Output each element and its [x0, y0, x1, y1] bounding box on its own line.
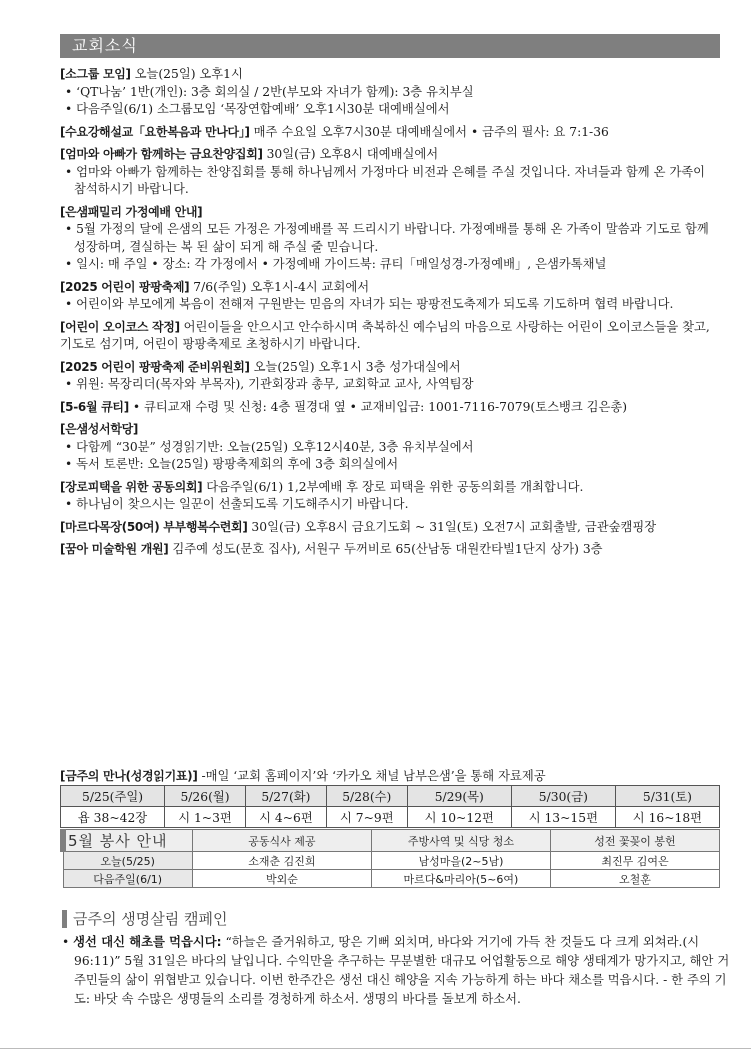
volunteer-column: 공동식사 제공 [192, 830, 371, 852]
news-item-text: 오늘(25일) 오후1시 [130, 67, 243, 81]
news-item-text: 어린이들을 안으시고 안수하시며 축복하신 예수님의 마음으로 사랑하는 어린이 오이코스들을 찾고, 기도로 섬기며, 어린이 팡팡축제로 초청하시기 바랍니다. [60, 319, 710, 351]
news-bullet: • 다함께 “30분” 성경읽기반: 오늘(25일) 오후12시40분, 3층 유치부실에서 [60, 439, 720, 457]
news-item-line [60, 519, 720, 537]
schedule-reading: 시 13~15편 [511, 807, 615, 828]
news-item-line [60, 319, 720, 354]
news-item-text: 30일(금) 오후8시 대예배실에서 [262, 147, 439, 161]
news-item-heading: [2025 어린이 팡팡축제] [60, 279, 190, 294]
schedule-reading: 시 1~3편 [165, 807, 246, 828]
news-item [60, 66, 720, 119]
news-item [60, 399, 720, 417]
volunteer-cell: 최진무 김여은 [550, 852, 719, 870]
news-bullet: • 하나님이 찾으시는 일꾼이 선출되도록 기도해주시기 바랍니다. [60, 496, 720, 514]
campaign-body: “하늘은 즐거워하고, 땅은 기뻐 외치며, 바다와 거기에 가득 찬 것들도 다 크게 외쳐라.(시 96:11)” 5월 31일은 바다의 날입니다. 수익만을 추구하는 무분별한 대규모 어업활동으로 해양 생태계가 망가지고, 해안 거주민들의 삶이 위협받고 있습니다. 이번 한주간은 생선 대신 해양을 지속 가능하게 하는 바다 채소를 먹읍시다. - 한 주의 기도: 바닷 속 수많은 생명들의 소리를 경청하게 하소서. 생명의 바다를 돌보게 하소서. [74, 935, 730, 1006]
volunteer-column: 성전 꽃꽂이 봉헌 [550, 830, 719, 852]
news-item-heading: [5-6월 큐티] [60, 399, 129, 414]
section-header: 교회소식 [60, 34, 720, 58]
news-item-line [60, 66, 720, 84]
footer-divider [0, 1048, 751, 1049]
schedule-day: 5/30(금) [511, 786, 615, 807]
schedule-day: 5/25(주일) [61, 786, 165, 807]
news-item-line [60, 279, 720, 297]
volunteer-title: 5월 봉사 안내 [63, 830, 192, 852]
news-bullet: • 독서 토론반: 오늘(25일) 팡팡축제회의 후에 3층 회의실에서 [60, 456, 720, 474]
volunteer-row-label: 오늘(5/25) [63, 852, 192, 870]
news-item-line [60, 399, 720, 417]
news-item-heading: [꿈아 미술학원 개원] [60, 542, 169, 556]
news-item-line [60, 421, 720, 439]
news-item-line [60, 479, 720, 497]
news-bullet: • 엄마와 아빠가 함께하는 찬양집회를 통해 하나님께서 가정마다 비전과 은혜를 주실 것입니다. 자녀들과 함께 온 가족이 참석하시기 바랍니다. [60, 164, 720, 199]
news-item-heading: [수요강해설교「요한복음과 만나다」] [60, 124, 250, 139]
news-item-text: • 큐티교재 수령 및 신청: 4층 필경대 옆 • 교재비입금: 1001-7116-7079(토스뱅크 김은총) [128, 399, 628, 414]
volunteer-cell: 소재춘 김진희 [192, 852, 371, 870]
news-item-text: 7/6(주일) 오후1시-4시 교회에서 [189, 279, 370, 294]
schedule-reading: 시 4~6편 [245, 807, 326, 828]
news-item-line [60, 359, 720, 377]
news-item-heading: [마르다목장(50여) 부부행복수련회] [60, 519, 248, 534]
schedule-day: 5/27(화) [245, 786, 326, 807]
campaign-title: 금주의 생명살림 캠페인 [62, 910, 227, 928]
schedule-day: 5/31(토) [615, 786, 719, 807]
schedule-title-rest: -매일 ‘교회 홈페이지’와 ‘카카오 채널 남부은샘’을 통해 자료제공 [197, 769, 546, 783]
volunteer-cell: 박외순 [192, 870, 371, 888]
campaign-text: • 생선 대신 해초를 먹읍시다: “하늘은 즐거워하고, 땅은 기뻐 외치며, 바다와 거기에 가득 찬 것들도 다 크게 외쳐라.(시 96:11)” 5월 31일은 바다의 날입니다. 수익만을 추구하는 무분별한 대규모 어업활동으로 해양 생태계가 망가지고, 해안 거주민들의 삶이 위협받고 있습니다. 이번 한주간은 생선 대신 해양을 지속 가능하게 하는 바다 채소를 먹읍시다. - 한 주의 기도: 바닷 속 수많은 생명들의 소리를 경청하게 하소서. 생명의 바다를 돌보게 하소서. [62, 935, 730, 1006]
news-item-heading: [엄마와 아빠가 함께하는 금요찬양집회] [60, 147, 263, 161]
volunteer-table [60, 829, 720, 888]
schedule-day: 5/28(수) [326, 786, 407, 807]
news-item-heading: [2025 어린이 팡팡축제 준비위원회] [60, 359, 250, 374]
volunteer-column: 주방사역 및 식당 청소 [371, 830, 550, 852]
news-bullet: • 위원: 목장리더(목자와 부목자), 기관회장과 총무, 교회학교 교사, 사역팀장 [60, 376, 720, 394]
news-item-heading: [소그룹 모임] [60, 67, 131, 81]
campaign-bold: 생선 대신 해초를 먹읍시다: [73, 935, 222, 949]
news-item-heading: [은샘성서학당] [60, 422, 139, 436]
news-item-heading: [은샘패밀리 가정예배 안내] [60, 204, 203, 219]
schedule-readings-row [61, 807, 720, 828]
news-item [60, 519, 720, 537]
schedule-reading: 욥 38~42장 [61, 807, 165, 828]
schedule-reading: 시 10~12편 [407, 807, 511, 828]
schedule-reading: 시 7~9편 [326, 807, 407, 828]
news-bullet: • ‘QT나눔’ 1반(개인): 3층 회의실 / 2반(부모와 자녀가 함께): 3층 유치부실 [60, 84, 720, 102]
news-bullet: • 어린이와 부모에게 복음이 전해져 구원받는 믿음의 자녀가 되는 팡팡전도축제가 되도록 기도하며 협력 바랍니다. [60, 296, 720, 314]
schedule-reading: 시 16~18편 [615, 807, 719, 828]
news-item-text: 김주예 성도(문호 집사), 서원구 두꺼비로 65(산남동 대원칸타빌1단지 상가) 3층 [168, 542, 603, 556]
news-item [60, 124, 720, 142]
news-list [60, 66, 720, 564]
schedule-title-bold: [금주의 만나(성경읽기표)] [60, 769, 198, 783]
news-item [60, 319, 720, 354]
volunteer-cell: 남성마을(2~5남) [371, 852, 550, 870]
news-item-heading: [어린이 오이코스 작정] [60, 319, 180, 334]
volunteer-row [63, 870, 720, 888]
news-bullet: • 5월 가정의 달에 은샘의 모든 가정은 가정예배를 꼭 드리시기 바랍니다. 가정예배를 통해 온 가족이 말씀과 기도로 함께 성장하며, 결실하는 복 된 삶이 되게 해 주실 줄 믿습니다. [60, 221, 720, 256]
news-bullet: • 다음주일(6/1) 소그룹모임 ‘목장연합예배’ 오후1시30분 대예배실에서 [60, 101, 720, 119]
volunteer-row-label: 다음주일(6/1) [63, 870, 192, 888]
news-item-line [60, 204, 720, 222]
news-bullet: • 일시: 매 주일 • 장소: 각 가정에서 • 가정예배 가이드북: 큐티「매일성경-가정예배」, 은샘카톡채널 [60, 256, 720, 274]
volunteer-cell: 마르다&마리아(5~6여) [371, 870, 550, 888]
volunteer-header-row [63, 830, 720, 852]
news-item-heading: [장로피택을 위한 공동의회] [60, 479, 203, 494]
news-item-line [60, 146, 720, 164]
volunteer-cell: 오철훈 [550, 870, 719, 888]
news-item [60, 479, 720, 514]
news-item-line [60, 541, 720, 559]
news-item-text: 매주 수요일 오후7시30분 대예배실에서 • 금주의 필사: 요 7:1-36 [249, 124, 609, 139]
news-item-line [60, 124, 720, 142]
schedule-day: 5/26(월) [165, 786, 246, 807]
reading-schedule-table [60, 785, 720, 828]
news-item [60, 146, 720, 199]
news-item [60, 541, 720, 559]
news-item [60, 279, 720, 314]
news-item-text: 30일(금) 오후8시 금요기도회 ~ 31일(토) 오전7시 교회출발, 금관숲캠핑장 [247, 519, 657, 534]
schedule-day: 5/29(목) [407, 786, 511, 807]
news-item [60, 204, 720, 274]
volunteer-row [63, 852, 720, 870]
news-item-text: 다음주일(6/1) 1,2부예배 후 장로 피택을 위한 공동의회를 개최합니다. [202, 479, 584, 494]
news-item [60, 421, 720, 474]
schedule-days-row [61, 786, 720, 807]
news-item [60, 359, 720, 394]
schedule-title [60, 766, 546, 784]
news-item-text: 오늘(25일) 오후1시 3층 성가대실에서 [249, 359, 461, 374]
